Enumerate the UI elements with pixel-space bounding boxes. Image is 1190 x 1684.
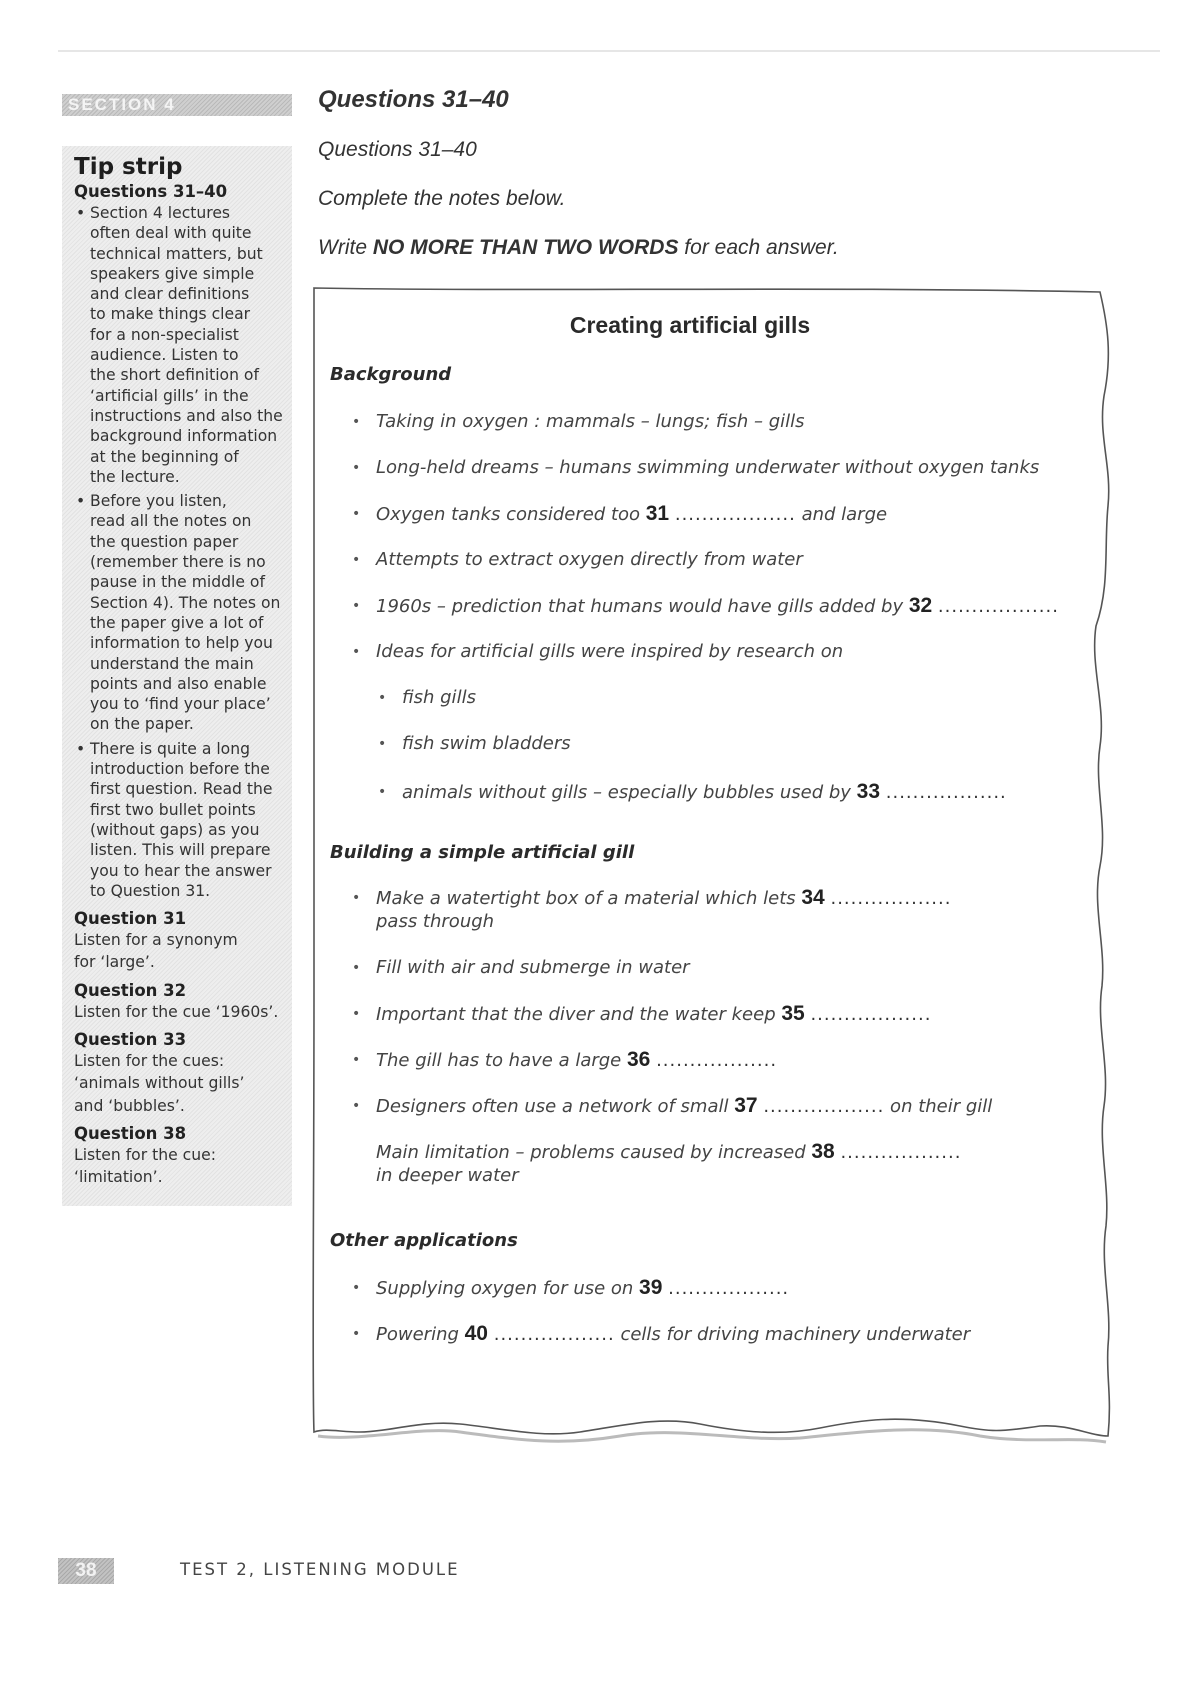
bullet-dot-icon: • — [352, 506, 361, 522]
note-item-continuation: in deeper water — [376, 1165, 519, 1186]
note-item-q38: Main limitation – problems caused by increased 38 .................. — [376, 1140, 962, 1163]
note-item-q31: Oxygen tanks considered too 31 .................. and large — [376, 502, 888, 525]
note-item-q39: Supplying oxygen for use on 39 .................. — [376, 1276, 790, 1299]
questions-heading: Questions 31–40 — [318, 86, 509, 113]
tip-text: and ‘bubbles’. — [74, 1096, 185, 1115]
note-item-q34: Make a watertight box of a material which lets 34 .................. — [376, 886, 952, 909]
top-rule — [58, 50, 1160, 52]
questions-subheading: Questions 31–40 — [318, 138, 477, 161]
question-number: 40 — [464, 1322, 488, 1345]
note-item: Attempts to extract oxygen directly from water — [376, 549, 803, 570]
tip-bullet-3: • There is quite a long introduction before the first question. Read the first two bullet points (without gaps) as you listen. This will prepare you to hear the answer to Question 31. — [76, 739, 273, 900]
tip-text: ‘animals without gills’ — [74, 1074, 245, 1093]
answer-gap-31[interactable]: .................. — [674, 504, 796, 525]
tip-text: for ‘large’. — [74, 953, 155, 972]
answer-gap-39[interactable]: .................. — [668, 1278, 790, 1299]
question-number: 35 — [781, 1002, 805, 1025]
page-number: 38 — [58, 1558, 114, 1584]
tip-heading-question-33: Question 33 — [74, 1029, 187, 1049]
note-item-q35: Important that the diver and the water keep 35 .................. — [376, 1002, 932, 1025]
bullet-dot-icon: • — [378, 784, 387, 800]
bullet-dot-icon: • — [352, 552, 361, 568]
section-label: SECTION 4 — [62, 94, 292, 116]
tip-text: Listen for a synonym — [74, 931, 238, 950]
answer-gap-32[interactable]: .................. — [937, 596, 1059, 617]
answer-gap-36[interactable]: .................. — [656, 1050, 778, 1071]
bullet-dot-icon: • — [76, 492, 86, 511]
bullet-dot-icon: • — [76, 204, 86, 222]
instruction-text: Complete the notes below. — [318, 187, 566, 210]
note-item-q37: Designers often use a network of small 37 .................. on their gill — [376, 1094, 993, 1117]
tip-heading-question-32: Question 32 — [74, 980, 187, 1000]
question-number: 36 — [626, 1048, 651, 1071]
notes-title: Creating artificial gills — [569, 312, 811, 338]
answer-gap-38[interactable]: .................. — [840, 1142, 962, 1163]
answer-gap-37[interactable]: .................. — [763, 1096, 885, 1117]
note-subitem: fish swim bladders — [402, 733, 571, 754]
bullet-dot-icon: • — [378, 690, 387, 706]
question-number: 39 — [639, 1276, 663, 1299]
tip-heading-question-38: Question 38 — [74, 1123, 187, 1143]
bullet-dot-icon: • — [352, 1280, 361, 1296]
question-number: 33 — [856, 780, 881, 803]
section-heading-background: Background — [330, 364, 452, 385]
bullet-dot-icon: • — [352, 1006, 361, 1022]
bullet-dot-icon: • — [352, 644, 361, 660]
question-number: 38 — [811, 1140, 835, 1163]
notes-box — [300, 286, 1130, 1448]
tip-strip-title: Tip strip — [74, 154, 183, 180]
answer-gap-40[interactable]: .................. — [493, 1324, 615, 1345]
note-item: Long-held dreams – humans swimming underwater without oxygen tanks — [376, 457, 1040, 478]
tip-text: Listen for the cues: — [74, 1051, 225, 1070]
bullet-dot-icon: • — [76, 739, 86, 758]
bullet-dot-icon: • — [352, 414, 361, 430]
note-subitem: fish gills — [402, 687, 476, 708]
bullet-dot-icon: • — [352, 1052, 361, 1068]
note-subitem-q33: animals without gills – especially bubbles used by 33 .................. — [402, 780, 1007, 803]
bullet-dot-icon: • — [352, 890, 361, 906]
bullet-dot-icon: • — [352, 460, 361, 476]
word-limit-instruction: Write NO MORE THAN TWO WORDS for each answer. — [318, 236, 839, 259]
bullet-dot-icon: • — [352, 1326, 361, 1342]
bullet-dot-icon: • — [352, 598, 361, 614]
tip-bullet-list — [72, 203, 284, 901]
tip-heading-questions-31-40: Questions 31–40 — [74, 182, 228, 201]
question-number: 34 — [801, 886, 825, 909]
note-item-q40: Powering 40 .................. cells for driving machinery underwater — [376, 1322, 971, 1345]
note-item-q36: The gill has to have a large 36 .................. — [376, 1048, 778, 1071]
tip-strip — [62, 146, 292, 1206]
answer-gap-35[interactable]: .................. — [810, 1004, 932, 1025]
note-item-continuation: pass through — [376, 911, 495, 932]
section-heading-other: Other applications — [330, 1230, 518, 1251]
section-heading-building: Building a simple artificial gill — [330, 842, 635, 863]
answer-gap-34[interactable]: .................. — [830, 888, 952, 909]
note-item: Fill with air and submerge in water — [376, 957, 690, 978]
tip-heading-question-31: Question 31 — [74, 909, 187, 929]
footer-text: TEST 2, LISTENING MODULE — [180, 1560, 460, 1579]
tip-text: Listen for the cue ‘1960s’. — [74, 1002, 279, 1021]
note-item: Ideas for artificial gills were inspired by research on — [376, 641, 844, 662]
bullet-dot-icon: • — [352, 1098, 361, 1114]
question-number: 31 — [645, 502, 670, 525]
answer-gap-33[interactable]: .................. — [885, 782, 1007, 803]
note-item: Taking in oxygen : mammals – lungs; fish – gills — [376, 411, 805, 432]
note-item-q32: 1960s – prediction that humans would have gills added by 32 .................. — [376, 594, 1059, 617]
tip-text: ‘limitation’. — [74, 1168, 163, 1187]
tip-text: Listen for the cue: — [74, 1145, 216, 1164]
bullet-dot-icon: • — [352, 960, 361, 976]
bullet-dot-icon: • — [378, 736, 387, 752]
question-number: 32 — [908, 594, 933, 617]
tip-bullet-1: • Section 4 lectures often deal with quite technical matters, but speakers give simple and clear definitions to make things clear for a non-specialist audience. Listen to the short definition of ‘artificial gills’ in the instructions and also the background information at the beginning of the lecture. — [76, 204, 283, 486]
tip-bullet-2: • Before you listen, read all the notes on the question paper (remember there is no pause in the middle of Section 4). The notes on the paper give a lot of information to help you understand the main points and also enable you to ‘find your place’ on the paper. — [76, 492, 281, 734]
question-number: 37 — [734, 1094, 758, 1117]
